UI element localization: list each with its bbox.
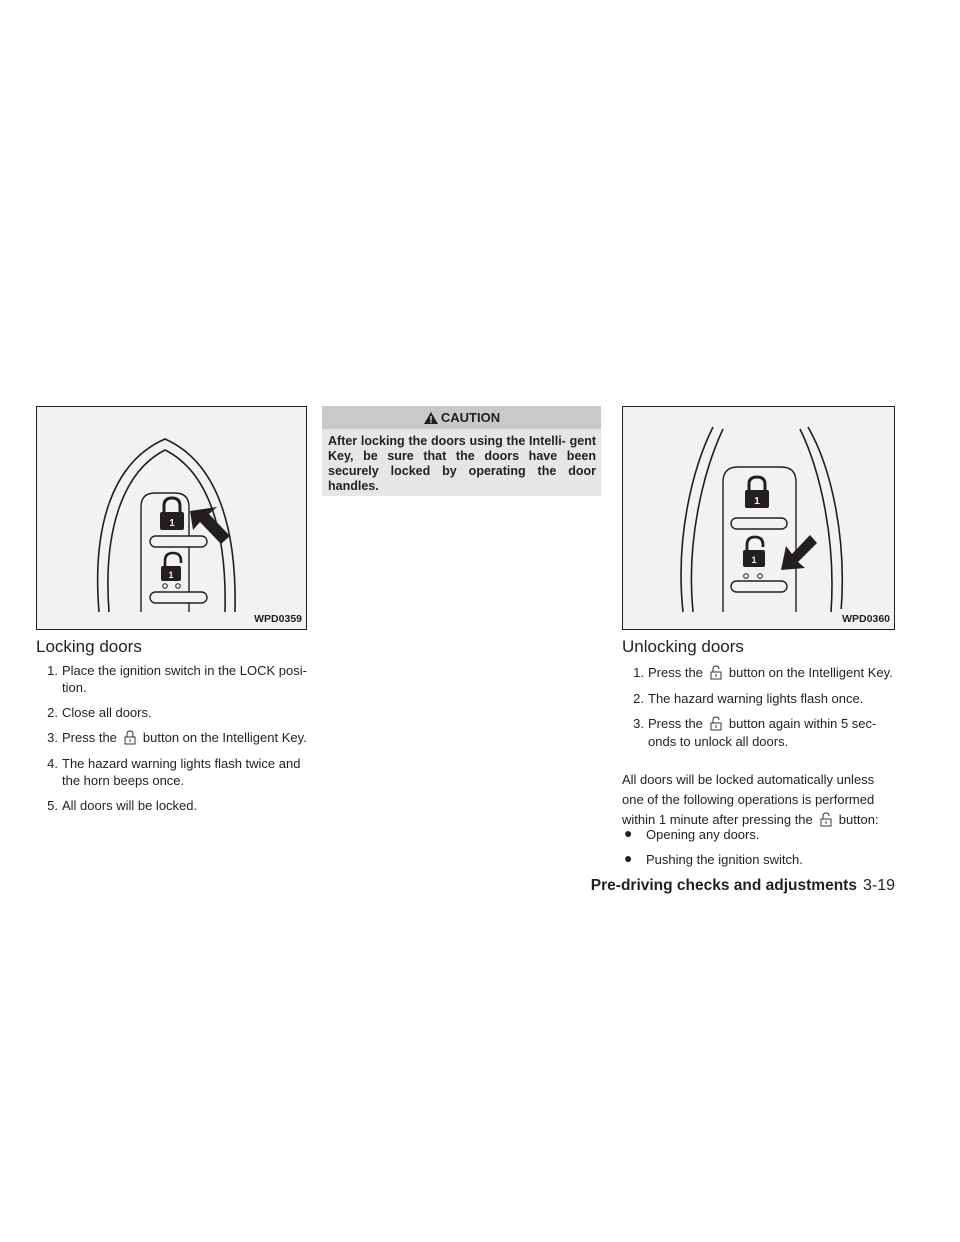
key-fob-lock-illustration: [37, 407, 307, 630]
key-fob-unlock-illustration: [623, 407, 895, 630]
list-item: 1. Place the ignition switch in the LOCK posi- tion.: [47, 663, 307, 695]
unlock-button-icon: [743, 537, 765, 567]
auto-lock-paragraph: All doors will be locked automatically unless one of the following operations is performed within 1 minute after pressing the button:: [622, 772, 879, 827]
auto-lock-bullets: [622, 826, 895, 876]
unlock-icon: [703, 716, 729, 733]
figure-label: WPD0359: [250, 609, 306, 629]
list-item: 5. All doors will be locked.: [47, 798, 198, 813]
caution-heading: CAUTION: [322, 406, 601, 429]
list-item: 2. The hazard warning lights flash once.: [633, 691, 864, 706]
bullet-icon: ●: [624, 850, 633, 866]
caution-box: [322, 406, 601, 496]
lock-button-icon: [745, 477, 769, 508]
svg-text:1: 1: [754, 496, 760, 507]
unlocking-steps: [622, 664, 895, 758]
lock-icon: [117, 730, 143, 747]
locking-steps: [36, 662, 307, 822]
list-item: 1. Press the button on the Intelligent Key.: [633, 665, 893, 680]
chapter-title: Pre-driving checks and adjustments: [590, 877, 857, 894]
lock-button-icon: [160, 498, 184, 530]
svg-text:1: 1: [168, 570, 174, 580]
list-item: 2. Close all doors.: [47, 705, 152, 720]
list-item: ● Pushing the ignition switch.: [624, 850, 803, 867]
figure-unlock-button: [622, 406, 895, 630]
arrow-icon: [781, 535, 817, 570]
page-footer: [591, 877, 895, 895]
svg-text:1: 1: [169, 518, 175, 529]
page-number: 3-19: [862, 877, 895, 894]
figure-lock-button: [36, 406, 307, 630]
unlock-icon: [703, 665, 729, 682]
unlock-button-icon: [161, 553, 181, 581]
list-item: 3. Press the button again within 5 sec- onds to unlock all doors.: [633, 716, 877, 749]
svg-text:1: 1: [751, 555, 757, 565]
list-item: 4. The hazard warning lights flash twice and the horn beeps once.: [47, 756, 301, 788]
section-title-locking: Locking doors: [36, 637, 142, 656]
section-title-unlocking: Unlocking doors: [622, 637, 744, 656]
list-item: ● Opening any doors.: [624, 825, 760, 842]
figure-label: WPD0360: [838, 609, 894, 629]
bullet-icon: ●: [624, 825, 633, 841]
caution-text: After locking the doors using the Intelli- gent Key, be sure that the doors have been securely locked by operating the door handles.: [328, 434, 596, 493]
list-item: 3. Press the button on the Intelligent Key.: [47, 730, 307, 745]
warning-triangle-icon: [423, 411, 439, 425]
